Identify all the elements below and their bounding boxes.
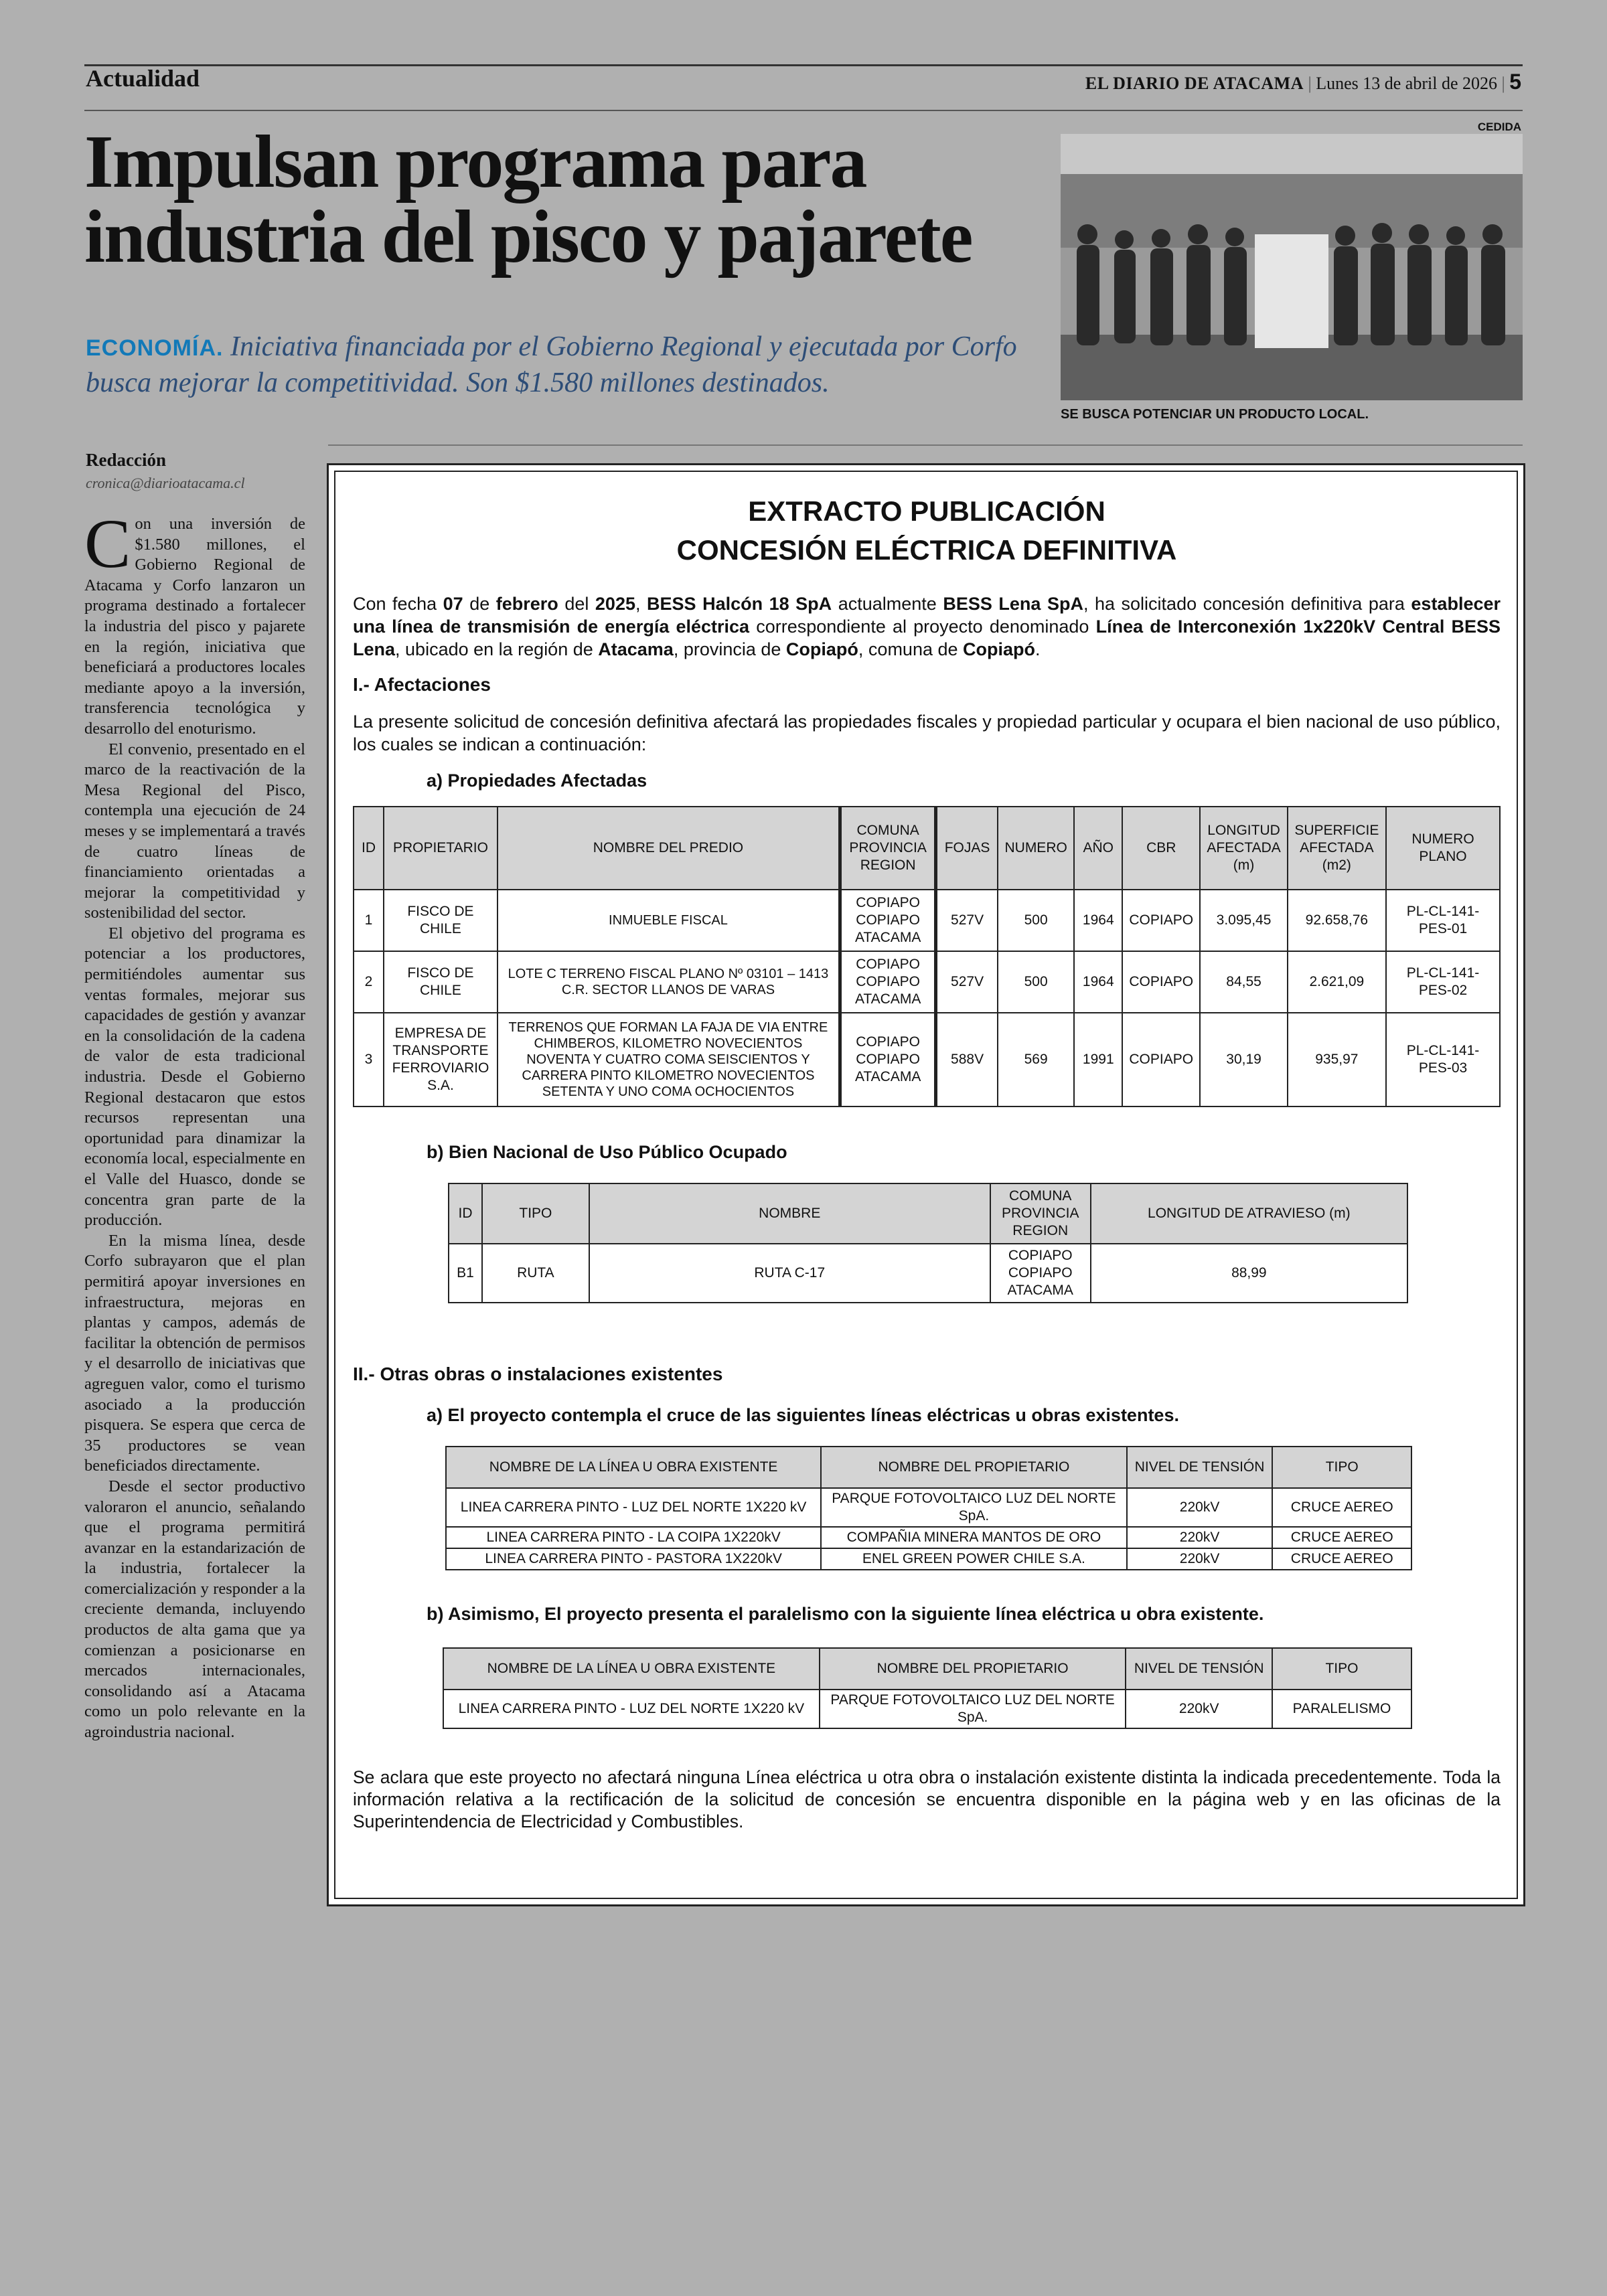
props-column-header: ID [354, 807, 384, 890]
headline-line-2: industria del pisco y pajarete [84, 195, 972, 278]
props-column-header: FOJAS [936, 807, 998, 890]
byline [86, 450, 307, 492]
cross-cell: COMPAÑIA MINERA MANTOS DE ORO [821, 1527, 1126, 1548]
props-cell: 30,19 [1200, 1013, 1287, 1106]
cross-cell: LINEA CARRERA PINTO - PASTORA 1X220kV [446, 1548, 821, 1570]
props-cell: COPIAPO COPIAPO ATACAMA [840, 890, 936, 951]
header-rule [84, 110, 1523, 111]
bnup-column-header: COMUNA PROVINCIA REGION [990, 1183, 1091, 1244]
top-rule [84, 64, 1523, 66]
section-2-heading: II.- Otras obras o instalaciones existentes [353, 1364, 723, 1384]
cross-cell: 220kV [1127, 1527, 1273, 1548]
bnup-cell: RUTA [482, 1244, 589, 1303]
props-cell: 1964 [1074, 951, 1122, 1013]
crossings-table [445, 1446, 1412, 1570]
props-row [354, 890, 1500, 951]
cross-cell: 220kV [1127, 1488, 1273, 1527]
parallel-heading: b) Asimismo, El proyecto presenta el paralelismo con la siguiente línea eléctrica u obra existente. [427, 1604, 1264, 1624]
affected-properties-table [353, 806, 1501, 1107]
bnup-heading: b) Bien Nacional de Uso Público Ocupado [427, 1142, 787, 1162]
notice-closing: Se aclara que este proyecto no afectará ninguna Línea eléctrica u otra obra o instalación existente distinta la indicada precedentemente. Toda la información relativa a la rectificación de la solicitud de concesión se encuentra disponible en la página web y en las oficinas de la Superintendencia de Electricidad y Combustibles. [353, 1767, 1501, 1831]
props-cell: COPIAPO [1122, 1013, 1200, 1106]
article-paragraph: En la misma línea, desde Corfo subrayaron que el plan permitirá apoyar inversiones en infraestructura, mejoras en plantas y campos, además de facilitar la obtención de permisos y el desarrollo de iniciativas que agreguen valor, como el turismo asociado a la producción pisquera. Se espera que cerca de 35 productores se vean beneficiados directamente. [84, 1231, 305, 1475]
cross-cell: CRUCE AEREO [1272, 1488, 1411, 1527]
props-cell: 2.621,09 [1288, 951, 1386, 1013]
section-1-text: La presente solicitud de concesión definitiva afectará las propiedades fiscales y propiedad particular y ocupara el bien nacional de uso público, los cuales se indican a continuación: [353, 712, 1501, 754]
props-column-header: CBR [1122, 807, 1200, 890]
props-row [354, 1013, 1500, 1106]
parallelism-table [443, 1647, 1412, 1729]
parallel-cell: PARQUE FOTOVOLTAICO LUZ DEL NORTE SpA. [820, 1690, 1126, 1728]
props-cell: 527V [936, 890, 998, 951]
cross-cell: LINEA CARRERA PINTO - LUZ DEL NORTE 1X220 kV [446, 1488, 821, 1527]
event-photo [1061, 134, 1523, 400]
kicker: ECONOMÍA. [86, 335, 224, 361]
bnup-column-header: LONGITUD DE ATRAVIESO (m) [1091, 1183, 1407, 1244]
props-column-header: SUPERFICIE AFECTADA (m2) [1288, 807, 1386, 890]
masthead: EL DIARIO DE ATACAMA | Lunes 13 de abril de 2026 | 5 [1085, 70, 1521, 94]
article-paragraph: Con una inversión de $1.580 millones, el Gobierno Regional de Atacama y Corfo lanzaron un programa destinado a fortalecer la industria del pisco y pajarete en la región, iniciativa que beneficiará a productores locales mediante apoyo a la inversión, transferencia tecnológica y desarrollo del enoturismo. [84, 505, 305, 738]
cross-cell: LINEA CARRERA PINTO - LA COIPA 1X220kV [446, 1527, 821, 1548]
author-email[interactable]: cronica@diarioatacama.cl [86, 475, 245, 491]
props-cell: PL-CL-141-PES-02 [1386, 951, 1500, 1013]
bnup-cell: B1 [449, 1244, 482, 1303]
notice-title: EXTRACTO PUBLICACIÓN CONCESIÓN ELÉCTRICA DEFINITIVA [676, 495, 1177, 566]
headline [84, 120, 1035, 278]
parallel-column-header: NIVEL DE TENSIÓN [1126, 1648, 1272, 1690]
props-cell: 500 [998, 890, 1075, 951]
props-cell: INMUEBLE FISCAL [498, 890, 840, 951]
parallel-column-header: NOMBRE DEL PROPIETARIO [820, 1648, 1126, 1690]
event-photo-illustration [1061, 134, 1523, 400]
props-row [354, 951, 1500, 1013]
props-cell: 92.658,76 [1288, 890, 1386, 951]
article-paragraph: El objetivo del programa es potenciar a los productores, permitiéndoles aumentar sus ventas formales, mejorar sus capacidades de gestión y avanzar en la consolidación de la cadena de valor de esta tradicional industria. Desde el Gobierno Regional destacaron que estos recursos representan una oportunidad para dinamizar la economía local, especialmente en el Valle del Huasco, donde se concentra gran parte de la producción. [84, 924, 305, 1230]
props-cell: COPIAPO [1122, 890, 1200, 951]
cross-column-header: NOMBRE DE LA LÍNEA U OBRA EXISTENTE [446, 1447, 821, 1488]
cross-row [446, 1488, 1411, 1527]
props-column-header: AÑO [1074, 807, 1122, 890]
notice-intro: Con fecha 07 de febrero del 2025, BESS Halcón 18 SpA actualmente BESS Lena SpA, ha solicitado concesión definitiva para establecer una línea de transmisión de energía eléctrica correspondiente al proyecto denominado Línea de Interconexión 1x220kV Central BESS Lena, ubicado en la región de Atacama, provincia de Copiapó, comuna de Copiapó. [353, 594, 1501, 659]
section-1-heading: I.- Afectaciones [353, 674, 491, 695]
cross-column-header: NOMBRE DEL PROPIETARIO [821, 1447, 1126, 1488]
props-cell: COPIAPO [1122, 951, 1200, 1013]
crossings-heading: a) El proyecto contempla el cruce de las siguientes líneas eléctricas u obras existentes. [427, 1405, 1179, 1425]
props-heading: a) Propiedades Afectadas [427, 770, 647, 791]
props-column-header: NUMERO [998, 807, 1075, 890]
props-cell: PL-CL-141-PES-01 [1386, 890, 1500, 951]
props-column-header: NUMERO PLANO [1386, 807, 1500, 890]
props-cell: PL-CL-141-PES-03 [1386, 1013, 1500, 1106]
props-cell: 2 [354, 951, 384, 1013]
photo-caption: SE BUSCA POTENCIAR UN PRODUCTO LOCAL. [1061, 407, 1369, 422]
props-cell: COPIAPO COPIAPO ATACAMA [840, 951, 936, 1013]
deck [86, 329, 1037, 400]
bnup-row [449, 1244, 1407, 1303]
props-column-header: PROPIETARIO [384, 807, 498, 890]
props-cell: 527V [936, 951, 998, 1013]
bnup-cell: RUTA C-17 [589, 1244, 990, 1303]
parallel-column-header: NOMBRE DE LA LÍNEA U OBRA EXISTENTE [443, 1648, 820, 1690]
props-cell: FISCO DE CHILE [384, 890, 498, 951]
props-cell: 588V [936, 1013, 998, 1106]
parallel-cell: LINEA CARRERA PINTO - LUZ DEL NORTE 1X220 kV [443, 1690, 820, 1728]
cross-row [446, 1548, 1411, 1570]
cross-row [446, 1527, 1411, 1548]
bnup-column-header: TIPO [482, 1183, 589, 1244]
props-cell: 3 [354, 1013, 384, 1106]
photo-credit: CEDIDA [1477, 120, 1521, 133]
parallel-column-header: TIPO [1272, 1648, 1411, 1690]
props-column-header: LONGITUD AFECTADA (m) [1200, 807, 1287, 890]
props-cell: FISCO DE CHILE [384, 951, 498, 1013]
column-rule [328, 444, 1523, 446]
cross-cell: PARQUE FOTOVOLTAICO LUZ DEL NORTE SpA. [821, 1488, 1126, 1527]
props-cell: TERRENOS QUE FORMAN LA FAJA DE VIA ENTRE CHIMBEROS, KILOMETRO NOVECIENTOS NOVENTA Y CUATRO COMA SEISCIENTOS Y CARRERA PINTO KILOMETRO NOVECIENTOS SETENTA Y UNO COMA OCHOCIENTOS [498, 1013, 840, 1106]
cross-cell: ENEL GREEN POWER CHILE S.A. [821, 1548, 1126, 1570]
props-cell: EMPRESA DE TRANSPORTE FERROVIARIO S.A. [384, 1013, 498, 1106]
public-use-table [448, 1183, 1408, 1303]
props-cell: COPIAPO COPIAPO ATACAMA [840, 1013, 936, 1106]
props-column-header: NOMBRE DEL PREDIO [498, 807, 840, 890]
cross-cell: CRUCE AEREO [1272, 1548, 1411, 1570]
props-cell: 1964 [1074, 890, 1122, 951]
headline-line-1: Impulsan programa para [84, 120, 866, 203]
article-paragraph: Desde el sector productivo valoraron el anuncio, señalando que el programa permitirá avanzar en la estandarización de la industria, fortalecer la comercialización y responder a la creciente demanda, incluyendo productos de alta gama que ya comienzan a posicionarse en mercados internacionales, consolidando así a Atacama como un polo relevante en la agroindustria nacional. [84, 1477, 305, 1742]
article-paragraph: El convenio, presentado en el marco de la reactivación de la Mesa Regional del Pisco, contempla una ejecución de 24 meses y se implementará a través de cuatro líneas de financiamiento orientadas a mejorar la competitividad y sostenibilidad del sector. [84, 740, 305, 922]
bnup-column-header: NOMBRE [589, 1183, 990, 1244]
props-cell: 935,97 [1288, 1013, 1386, 1106]
props-cell: 84,55 [1200, 951, 1287, 1013]
cross-column-header: NIVEL DE TENSIÓN [1127, 1447, 1273, 1488]
article-body [84, 505, 305, 1743]
props-cell: 3.095,45 [1200, 890, 1287, 951]
paper-name: EL DIARIO DE ATACAMA [1085, 74, 1304, 93]
cross-cell: CRUCE AEREO [1272, 1527, 1411, 1548]
deck-text: Iniciativa financiada por el Gobierno Regional y ejecutada por Corfo busca mejorar la competitividad. Son $1.580 millones destinados. [86, 331, 1017, 398]
bnup-column-header: ID [449, 1183, 482, 1244]
parallel-cell: 220kV [1126, 1690, 1272, 1728]
drop-cap: C [84, 505, 131, 582]
props-cell: 500 [998, 951, 1075, 1013]
props-cell: LOTE C TERRENO FISCAL PLANO Nº 03101 – 1413 C.R. SECTOR LLANOS DE VARAS [498, 951, 840, 1013]
bnup-cell: 88,99 [1091, 1244, 1407, 1303]
issue-date: Lunes 13 de abril de 2026 [1316, 74, 1497, 93]
author: Redacción [86, 450, 166, 470]
props-column-header: COMUNA PROVINCIA REGION [840, 807, 936, 890]
parallel-row [443, 1690, 1411, 1728]
props-cell: 1991 [1074, 1013, 1122, 1106]
bnup-cell: COPIAPO COPIAPO ATACAMA [990, 1244, 1091, 1303]
cross-cell: 220kV [1127, 1548, 1273, 1570]
section-label: Actualidad [86, 65, 200, 92]
cross-column-header: TIPO [1272, 1447, 1411, 1488]
props-cell: 569 [998, 1013, 1075, 1106]
props-cell: 1 [354, 890, 384, 951]
legal-notice [327, 463, 1525, 1906]
parallel-cell: PARALELISMO [1272, 1690, 1411, 1728]
page-number: 5 [1509, 70, 1521, 94]
